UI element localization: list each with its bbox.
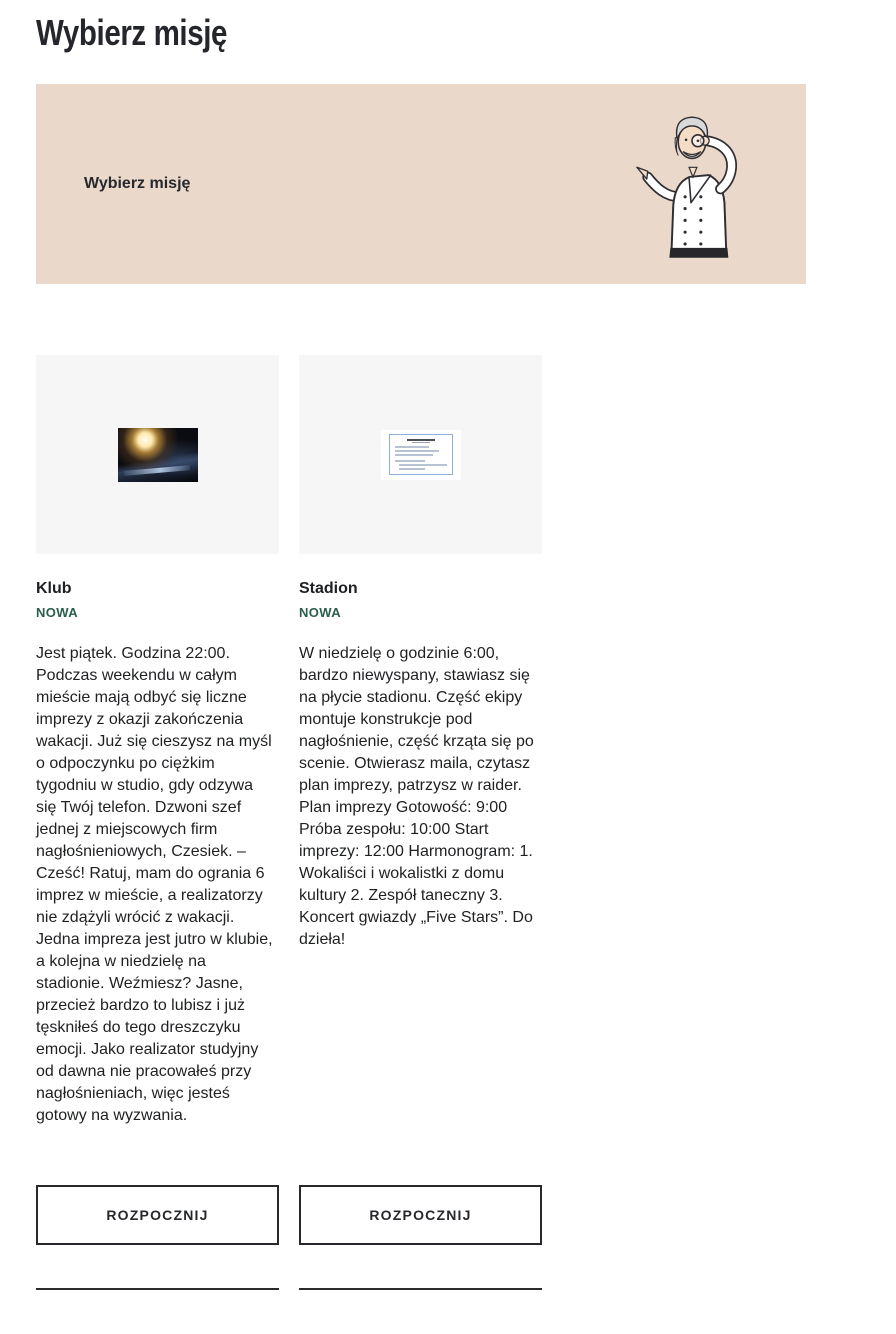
mission-title: Stadion [299, 580, 358, 597]
mission-banner [36, 84, 806, 284]
start-mission-button-klub[interactable]: ROZPOCZNIJ [36, 1185, 279, 1245]
mission-card-stadion [299, 355, 542, 1290]
mission-card-klub [36, 355, 279, 1290]
mission-title: Klub [36, 580, 72, 597]
mission-description: W niedzielę o godzinie 6:00, bardzo niewyspany, stawiasz się na płycie stadionu. Część ekipy montuje konstrukcje pod nagłośnienie, część krząta się po scenie. Otwierasz maila, czytasz plan imprezy, patrzysz w raider. Plan imprezy Gotowość: 9:00 Próba zespołu: 10:00 Start imprezy: 12:00 Harmonogram: 1. Wokaliści i wokalistki z domu kultury 2. Zespół taneczny 3. Koncert gwiazdy „Five Stars”. Do dzieła! [299, 645, 534, 948]
page-title-text: Wybierz misję [36, 12, 228, 53]
mission-cards-row [36, 355, 542, 1290]
mission-thumbnail-area [36, 355, 279, 554]
spacer [299, 951, 542, 1185]
mission-thumbnail-area [299, 355, 542, 554]
spacer [36, 1127, 279, 1185]
card-divider [299, 1288, 542, 1290]
chef-pointing-illustration [632, 109, 750, 259]
club-stage-photo [118, 428, 198, 482]
mission-badge-new: NOWA [299, 605, 342, 620]
event-plan-document-thumbnail [381, 430, 461, 480]
banner-label: Wybierz misję [84, 175, 191, 192]
card-divider [36, 1288, 279, 1290]
page-title [36, 12, 896, 58]
mission-badge-new: NOWA [36, 605, 79, 620]
start-mission-button-stadion[interactable]: ROZPOCZNIJ [299, 1185, 542, 1245]
document-page [389, 434, 453, 475]
mission-description: Jest piątek. Godzina 22:00. Podczas weekendu w całym mieście mają odbyć się liczne imprezy z okazji zakończenia wakacji. Już się cieszysz na myśl o odpoczynku po ciężkim tygodniu w studio, gdy odzywa się Twój telefon. Dzwoni szef jednej z miejscowych firm nagłośnieniowych, Czesiek. – Cześć! Ratuj, mam do ogrania 6 imprez w mieście, a realizatorzy nie zdążyli wrócić z wakacji. Jedna impreza jest jutro w klubie, a kolejna w niedzielę na stadionie. Weźmiesz? Jasne, przecież bardzo to lubisz i już tęskniłeś do tego dreszczyku emocji. Jako realizator studyjny od dawna nie pracowałeś przy nagłośnieniach, więc jesteś gotowy na wyzwania. [36, 645, 273, 1124]
